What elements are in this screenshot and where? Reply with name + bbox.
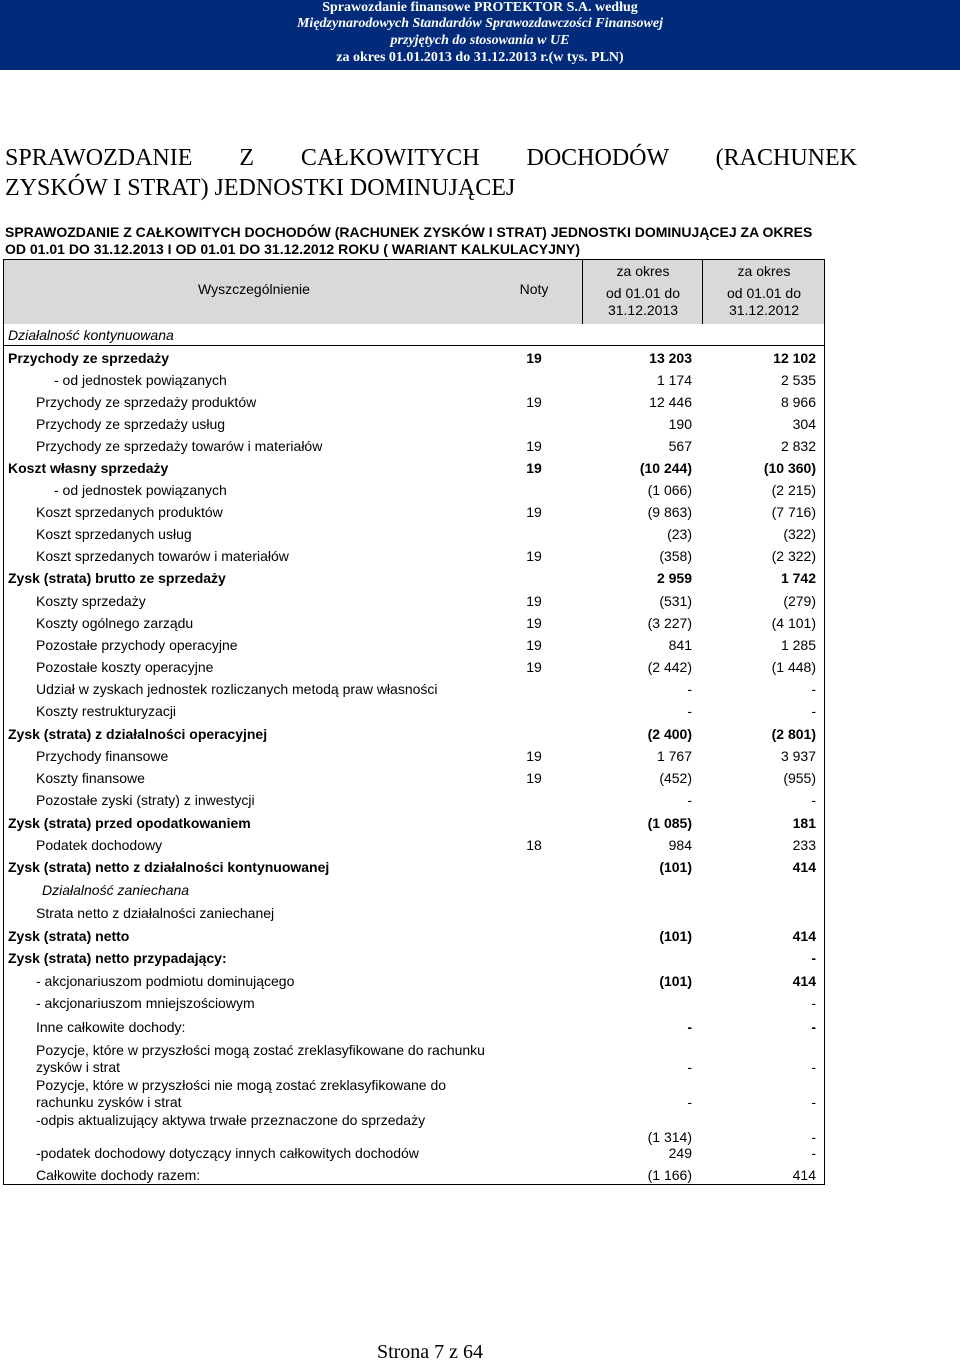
row-value-2012: (2 322)	[771, 548, 816, 564]
row-value-2012: 1 742	[780, 570, 816, 586]
row-value-2013: 984	[668, 837, 692, 853]
row-value-2013: -	[687, 1019, 692, 1035]
row-value-2012: -	[811, 1145, 816, 1161]
header-divider	[582, 260, 583, 324]
column-header-description: Wyszczególnienie	[198, 281, 310, 297]
row-label: Zysk (strata) netto z działalności kontynuowanej	[8, 859, 330, 875]
row-note: 18	[526, 837, 542, 853]
row-value-2012: (4 101)	[771, 615, 816, 631]
row-value-2013: 12 446	[649, 394, 692, 410]
row-value-2013: 249	[668, 1145, 692, 1161]
row-note: 19	[526, 548, 542, 564]
row-value-2013: (1 314)	[647, 1129, 692, 1145]
table-row	[4, 1145, 824, 1162]
row-label: Pozycje, które w przyszłości mogą zostać zreklasyfikowane do rachunku zysków i strat	[36, 1042, 485, 1075]
row-label: Zysk (strata) netto przypadający:	[8, 950, 227, 966]
row-value-2013: 13 203	[649, 350, 692, 366]
row-value-2012: (279)	[783, 593, 816, 609]
row-value-2013: 841	[668, 637, 692, 653]
column-header-2013-top: za okres	[616, 263, 670, 279]
table-row	[4, 1019, 824, 1036]
row-value-2012: 3 937	[780, 748, 816, 764]
row-value-2012: 2 832	[780, 438, 816, 454]
row-note: 19	[526, 659, 542, 675]
row-label: Przychody ze sprzedaży usług	[36, 416, 226, 432]
column-header-2012-mid: od 01.01 do	[727, 285, 801, 301]
table-row	[4, 637, 824, 654]
row-value-2012: -	[811, 1019, 816, 1035]
row-value-2012: 2 535	[780, 372, 816, 388]
row-value-2012: (10 360)	[763, 460, 816, 476]
row-value-2013: (1 085)	[647, 815, 692, 831]
row-label: Całkowite dochody razem:	[36, 1167, 201, 1183]
row-label: Koszt sprzedanych towarów i materiałów	[36, 548, 289, 564]
row-value-2012: 12 102	[773, 350, 816, 366]
row-value-2013: 2 959	[656, 570, 692, 586]
table-row	[4, 350, 824, 367]
row-value-2013: (101)	[659, 973, 692, 989]
table-row	[4, 548, 824, 565]
table-row	[4, 504, 824, 521]
row-value-2013: (9 863)	[647, 504, 692, 520]
row-value-2012: 304	[792, 416, 816, 432]
row-value-2012: -	[811, 792, 816, 808]
row-label: - od jednostek powiązanych	[54, 372, 227, 388]
table-row	[4, 837, 824, 854]
row-label: Przychody ze sprzedaży towarów i materiałów	[36, 438, 323, 454]
row-value-2012: (322)	[783, 526, 816, 542]
row-label: -odpis aktualizujący aktywa trwałe przeznaczone do sprzedaży	[36, 1112, 426, 1128]
row-label: Przychody finansowe	[36, 748, 169, 764]
row-value-2013: (1 166)	[647, 1167, 692, 1183]
header-line-2: Międzynarodowych Standardów Sprawozdawczości Finansowej	[296, 16, 663, 31]
row-note: 19	[526, 637, 542, 653]
table-row	[4, 416, 824, 433]
statement-subtitle: SPRAWOZDANIE Z CAŁKOWITYCH DOCHODÓW (RACHUNEK ZYSKÓW I STRAT) JEDNOSTKI DOMINUJĄCEJ ZA OKRES OD 01.01 DO 31.12.2013 I OD 01.01 DO 31.12.2012 ROKU ( WARIANT KALKULACYJNY)	[5, 224, 813, 257]
table-row	[4, 1042, 824, 1076]
table-row	[4, 703, 824, 720]
table-row	[4, 928, 824, 945]
table-row	[4, 815, 824, 832]
table-row	[4, 1077, 824, 1111]
row-label: Koszt sprzedanych produktów	[36, 504, 223, 520]
table-row	[4, 792, 824, 809]
row-note: 19	[526, 615, 542, 631]
table-row	[4, 593, 824, 610]
table-row	[4, 460, 824, 477]
row-value-2012: -	[811, 681, 816, 697]
column-header-2012-bottom: 31.12.2012	[728, 302, 800, 318]
table-row	[4, 859, 824, 876]
table-row	[4, 526, 824, 543]
page-title-line-2: ZYSKÓW I STRAT) JEDNOSTKI DOMINUJĄCEJ	[5, 175, 516, 201]
document-header	[0, 0, 960, 70]
row-label: Działalność zaniechana	[42, 882, 190, 898]
table-row	[4, 1167, 824, 1184]
row-note: 19	[526, 438, 542, 454]
row-label: Inne całkowite dochody:	[36, 1019, 186, 1035]
row-label: Przychody ze sprzedaży	[8, 350, 170, 366]
row-value-2012: -	[811, 703, 816, 719]
row-note: 19	[526, 350, 542, 366]
row-label: Strata netto z działalności zaniechanej	[36, 905, 275, 921]
table-row	[4, 1112, 824, 1146]
row-value-2013: -	[687, 1059, 692, 1075]
row-value-2013: (101)	[659, 859, 692, 875]
row-label: Koszt sprzedanych usług	[36, 526, 192, 542]
row-value-2013: (3 227)	[647, 615, 692, 631]
table-row	[4, 372, 824, 389]
column-header-2013-mid: od 01.01 do	[606, 285, 680, 301]
table-row	[4, 905, 824, 922]
section-continuing-label: Działalność kontynuowana	[8, 327, 174, 343]
row-value-2012: 233	[792, 837, 816, 853]
row-label: Podatek dochodowy	[36, 837, 163, 853]
row-value-2012: -	[811, 995, 816, 1011]
row-label: Koszty restrukturyzacji	[36, 703, 177, 719]
row-value-2012: 8 966	[780, 394, 816, 410]
row-label: Pozostałe przychody operacyjne	[36, 637, 238, 653]
header-line-4: za okres 01.01.2013 do 31.12.2013 r.(w tys. PLN)	[336, 50, 624, 65]
row-value-2013: (358)	[659, 548, 692, 564]
table-row	[4, 726, 824, 743]
row-value-2013: (101)	[659, 928, 692, 944]
row-value-2013: 190	[668, 416, 692, 432]
table-row	[4, 995, 824, 1012]
row-label: Udział w zyskach jednostek rozliczanych metodą praw własności	[36, 681, 438, 697]
table-row	[4, 482, 824, 499]
header-line-1: Sprawozdanie finansowe PROTEKTOR S.A. według	[322, 0, 638, 15]
page-number: Strona 7 z 64	[376, 1341, 484, 1363]
row-value-2012: -	[811, 950, 816, 966]
row-value-2013: 1 174	[656, 372, 692, 388]
row-value-2012: 414	[792, 928, 816, 944]
column-header-notes: Noty	[519, 281, 549, 297]
row-value-2012: (955)	[783, 770, 816, 786]
row-value-2012: (2 215)	[771, 482, 816, 498]
row-note: 19	[526, 504, 542, 520]
row-value-2013: (1 066)	[647, 482, 692, 498]
table-row	[4, 973, 824, 990]
row-label: - od jednostek powiązanych	[54, 482, 227, 498]
table-row	[4, 659, 824, 676]
row-note: 19	[526, 394, 542, 410]
row-value-2013: (452)	[659, 770, 692, 786]
page-title-line-1: SPRAWOZDANIE Z CAŁKOWITYCH DOCHODÓW (RACHUNEK	[5, 145, 857, 171]
table-row	[4, 394, 824, 411]
row-value-2013: (23)	[667, 526, 692, 542]
row-note: 19	[526, 770, 542, 786]
row-value-2013: (531)	[659, 593, 692, 609]
row-value-2012: 181	[792, 815, 816, 831]
row-value-2012: -	[811, 1059, 816, 1075]
row-label: Pozostałe zyski (straty) z inwestycji	[36, 792, 255, 808]
row-value-2013: (2 400)	[647, 726, 692, 742]
row-label: Pozycje, które w przyszłości nie mogą zostać zreklasyfikowane do rachunku zysków i strat	[36, 1077, 447, 1110]
row-label: Zysk (strata) przed opodatkowaniem	[8, 815, 251, 831]
row-value-2013: -	[687, 792, 692, 808]
row-label: Zysk (strata) brutto ze sprzedaży	[8, 570, 226, 586]
column-header-2012-top: za okres	[737, 263, 791, 279]
row-value-2013: -	[687, 681, 692, 697]
row-label: Koszty sprzedaży	[36, 593, 146, 609]
row-value-2013: 1 767	[656, 748, 692, 764]
table-row	[4, 681, 824, 698]
row-value-2012: 414	[792, 859, 816, 875]
row-value-2012: 414	[792, 973, 816, 989]
row-label: - akcjonariuszom mniejszościowym	[36, 995, 255, 1011]
row-label: Koszt własny sprzedaży	[8, 460, 169, 476]
row-value-2013: -	[687, 703, 692, 719]
table-row	[4, 950, 824, 967]
row-value-2012: -	[811, 1094, 816, 1110]
table-row	[4, 615, 824, 632]
row-label: Przychody ze sprzedaży produktów	[36, 394, 257, 410]
table-row	[4, 570, 824, 587]
row-value-2012: 414	[792, 1167, 816, 1183]
header-line-3: przyjętych do stosowania w UE	[390, 33, 570, 48]
column-header-2013-bottom: 31.12.2013	[607, 302, 679, 318]
row-value-2012: (7 716)	[771, 504, 816, 520]
row-note: 19	[526, 593, 542, 609]
row-value-2012: 1 285	[780, 637, 816, 653]
row-label: - akcjonariuszom podmiotu dominującego	[36, 973, 295, 989]
row-label: Zysk (strata) z działalności operacyjnej	[8, 726, 268, 742]
row-note: 19	[526, 460, 542, 476]
row-value-2013: (10 244)	[639, 460, 692, 476]
row-value-2012: (2 801)	[771, 726, 816, 742]
row-value-2013: -	[687, 1094, 692, 1110]
row-value-2012: -	[811, 1129, 816, 1145]
table-row	[4, 882, 824, 899]
row-label: Koszty ogólnego zarządu	[36, 615, 194, 631]
section-header	[4, 324, 824, 346]
table-row	[4, 438, 824, 455]
row-note: 19	[526, 748, 542, 764]
income-statement-table	[3, 259, 825, 1185]
row-value-2012: (1 448)	[771, 659, 816, 675]
row-label: Koszty finansowe	[36, 770, 145, 786]
header-divider	[702, 260, 703, 324]
row-label: Pozostałe koszty operacyjne	[36, 659, 214, 675]
row-label: -podatek dochodowy dotyczący innych całkowitych dochodów	[36, 1145, 419, 1161]
row-value-2013: 567	[668, 438, 692, 454]
row-value-2013: (2 442)	[647, 659, 692, 675]
row-label: Zysk (strata) netto	[8, 928, 130, 944]
page-title	[5, 143, 857, 203]
table-row	[4, 748, 824, 765]
table-row	[4, 770, 824, 787]
